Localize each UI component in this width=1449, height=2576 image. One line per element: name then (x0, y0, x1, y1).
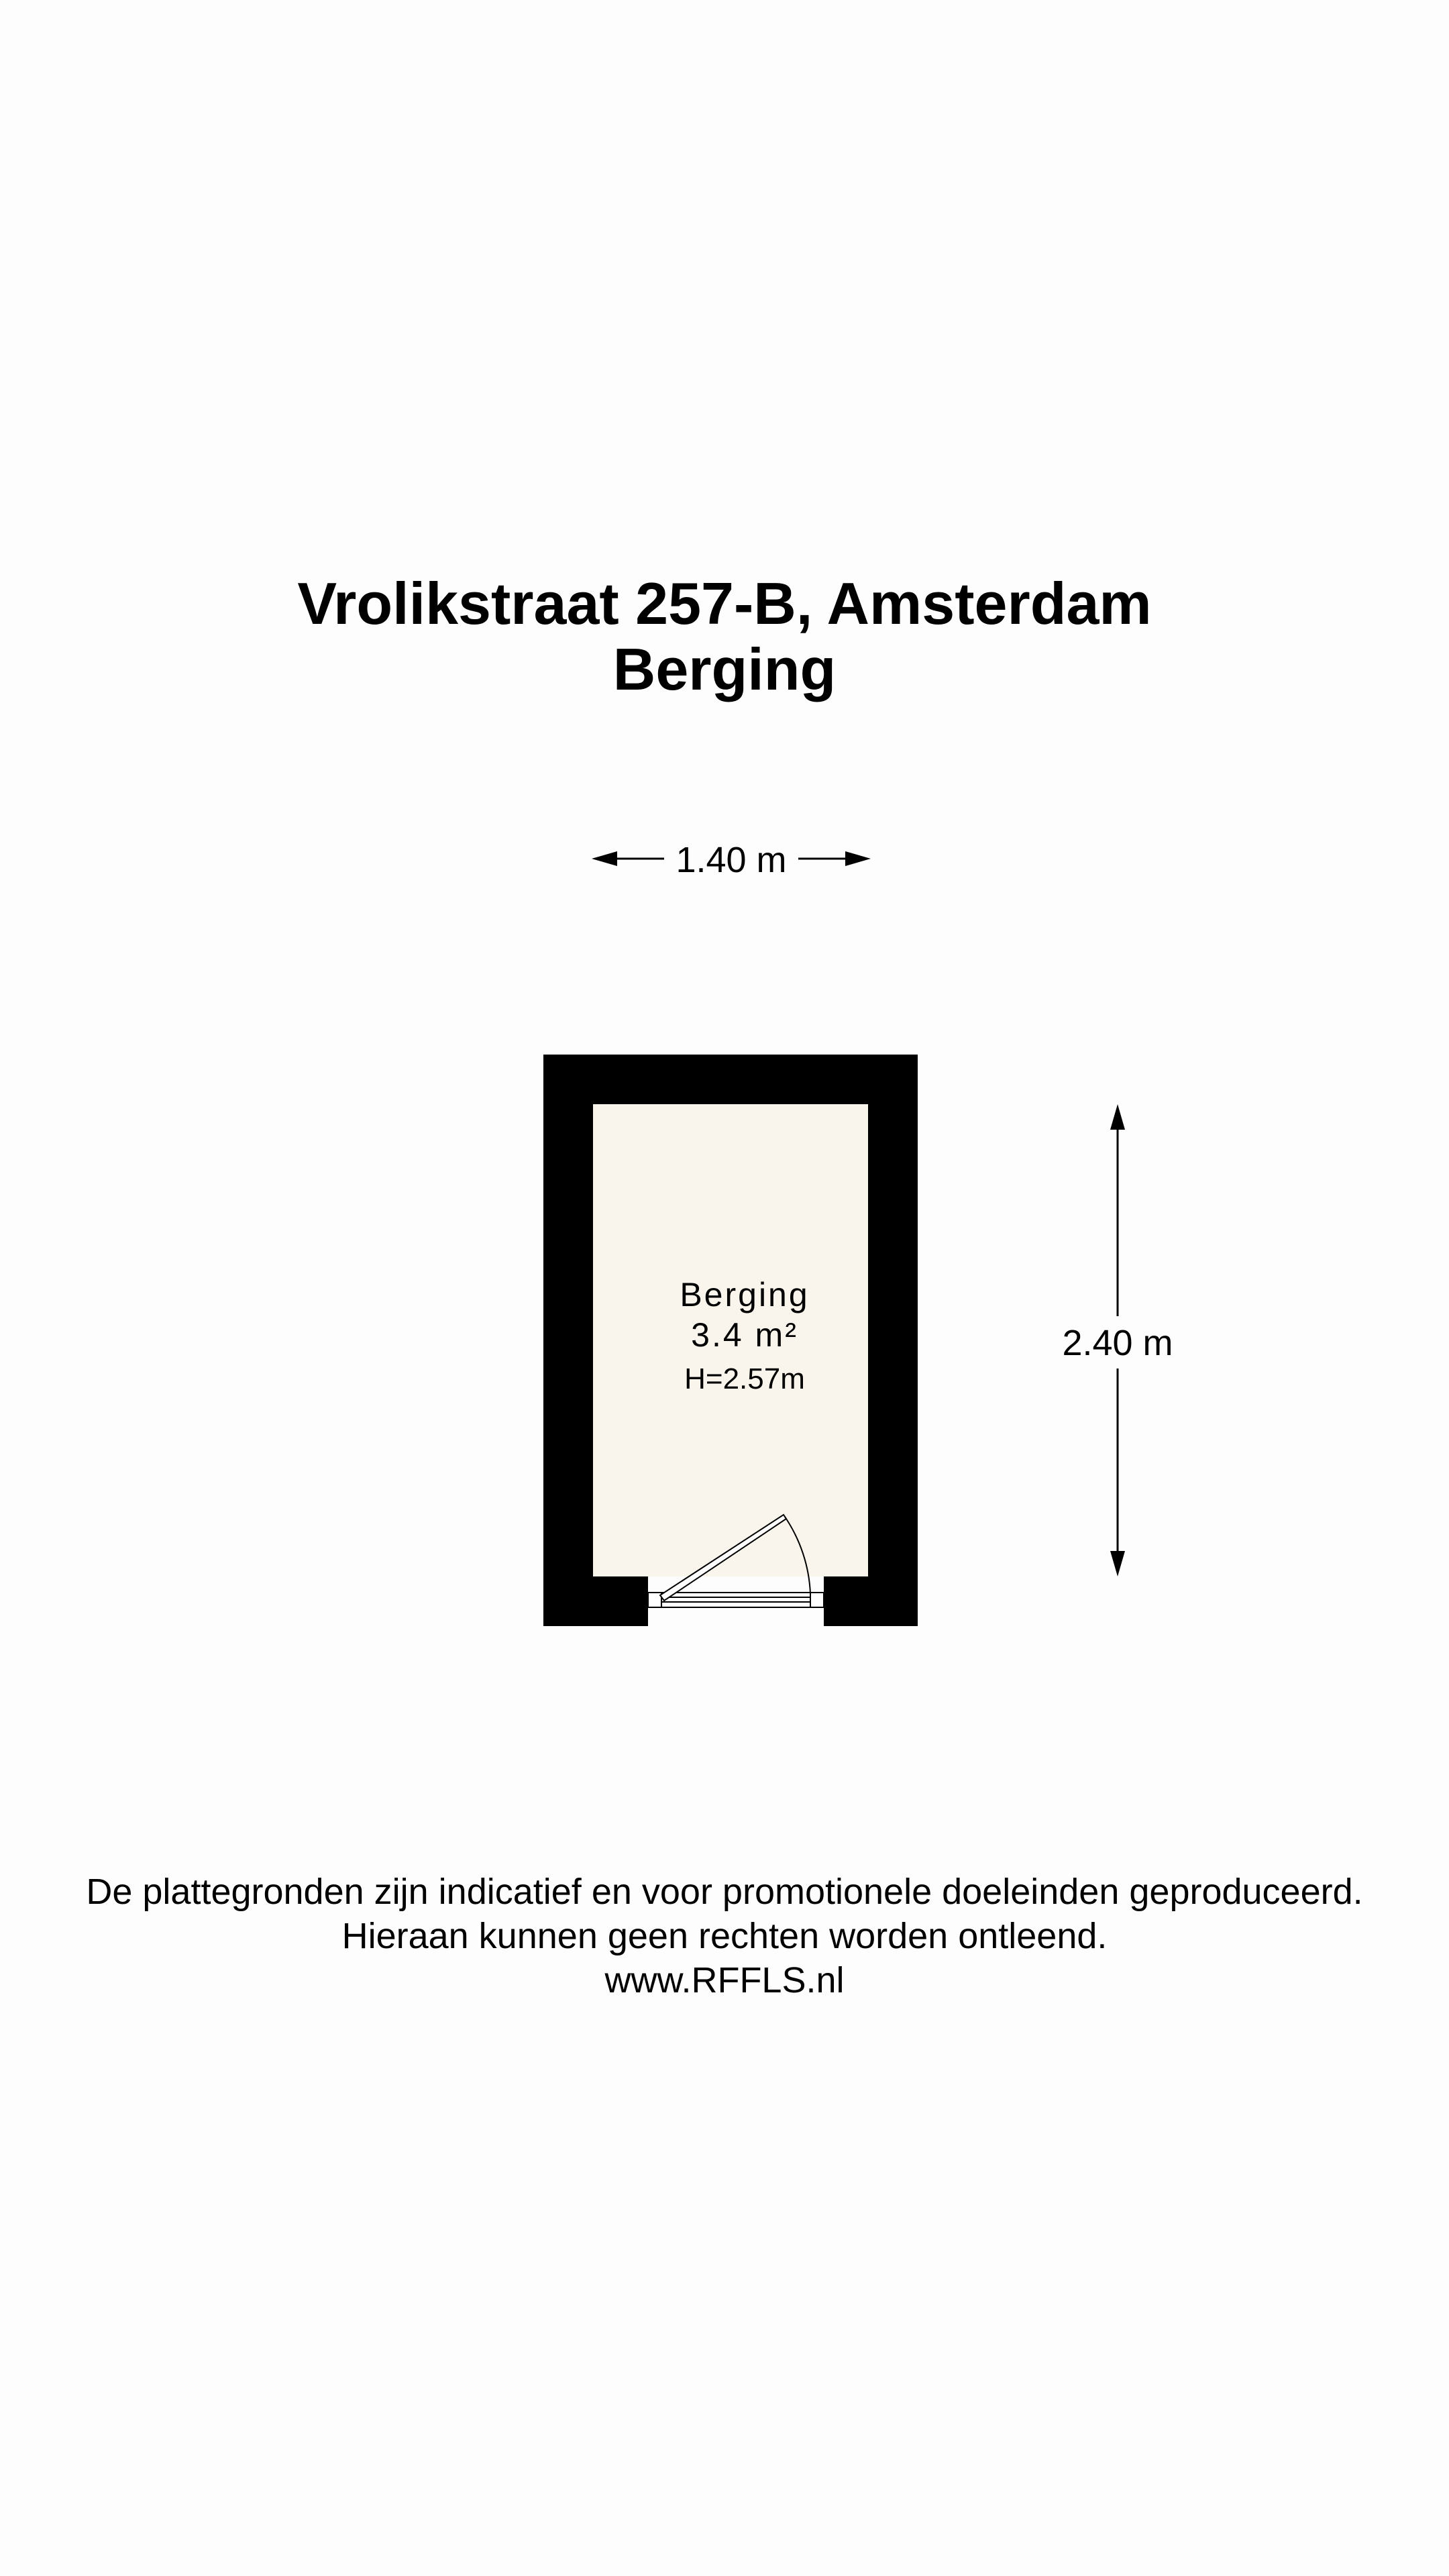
room-label (680, 1276, 809, 1395)
arrow-left-icon (592, 851, 617, 866)
door-threshold (661, 1593, 810, 1607)
wall-left (543, 1055, 593, 1626)
page-title: Vrolikstraat 257-B, Amsterdam (297, 570, 1152, 637)
room-name: Berging (680, 1276, 810, 1313)
width-dimension (592, 840, 871, 880)
width-dimension-label: 1.40 m (676, 840, 787, 880)
wall-bottom-left (543, 1576, 648, 1626)
disclaimer-line-2: Hieraan kunnen geen rechten worden ontleend. (341, 1916, 1108, 1956)
wall-right (868, 1055, 918, 1626)
arrow-down-icon (1110, 1551, 1125, 1576)
room-area: 3.4 m² (691, 1316, 798, 1354)
height-dimension (1062, 1104, 1173, 1576)
page-subtitle: Berging (612, 636, 837, 702)
door-jamb-left (648, 1593, 661, 1607)
arrow-right-icon (845, 851, 871, 866)
room-ceiling-height: H=2.57m (684, 1362, 805, 1395)
arrow-up-icon (1110, 1104, 1125, 1130)
door-jamb-right (810, 1593, 824, 1607)
disclaimer-line-1: De plattegronden zijn indicatief en voor promotionele doeleinden geproduceerd. (86, 1872, 1363, 1912)
wall-top (543, 1055, 918, 1104)
website-link[interactable]: www.RFFLS.nl (604, 1960, 845, 2000)
height-dimension-label: 2.40 m (1062, 1323, 1173, 1363)
wall-bottom-right (824, 1576, 918, 1626)
